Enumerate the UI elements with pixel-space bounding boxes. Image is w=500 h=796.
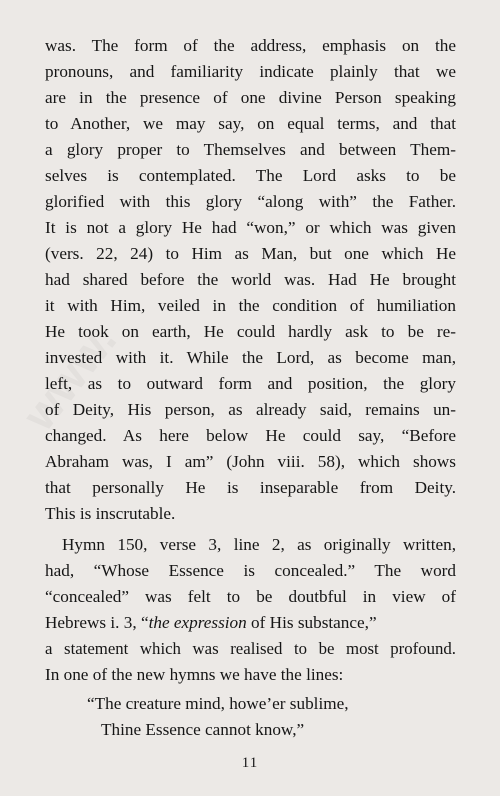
text-line: glorified with this glory “along with” the Father. (45, 192, 456, 211)
text-line: (vers. 22, 24) to Him as Man, but one which He (45, 244, 456, 263)
text-line: are in the presence of one divine Person speaking (45, 88, 456, 107)
verse-line: Thine Essence cannot know,” (101, 720, 305, 739)
text-line-hebrews (45, 610, 456, 636)
text-line: left, as to outward form and position, the glory (45, 374, 456, 393)
text-line: changed. As here below He could say, “Before (45, 426, 456, 445)
text-line: it with Him, veiled in the condition of humiliation (45, 296, 456, 315)
text-line: In one of the new hymns we have the lines: (45, 665, 344, 684)
italic-phrase: the expression (148, 613, 247, 632)
text-line: of Deity, His person, as already said, remains un- (45, 400, 456, 419)
text-line: had, “Whose Essence is concealed.” The word (45, 561, 456, 580)
verse-line: “The creature mind, howe’er sublime, (87, 694, 349, 713)
text-line: “concealed” was felt to be doutbful in view of (45, 587, 456, 606)
text-line: selves is contemplated. The Lord asks to be (45, 166, 456, 185)
text-line: This is inscrutable. (45, 504, 176, 523)
text-line: a statement which was realised to be most profound. (45, 639, 456, 658)
text-line: Abraham was, I am” (John viii. 58), which shows (45, 452, 456, 471)
text-line: a glory proper to Themselves and between Them- (45, 140, 456, 159)
text-line: had shared before the world was. Had He brought (45, 270, 456, 289)
watermark: www. (12, 314, 127, 440)
page-number: 11 (241, 755, 259, 771)
text-line: pronouns, and familiarity indicate plainly that we (45, 62, 456, 81)
text-span: Hebrews i. 3, “ (45, 613, 149, 632)
text-line: that personally He is inseparable from Deity. (45, 478, 456, 497)
text-line: It is not a glory He had “won,” or which was given (45, 218, 456, 237)
text-line: invested with it. While the Lord, as become man, (45, 348, 456, 367)
text-line: He took on earth, He could hardly ask to be re- (45, 322, 456, 341)
paragraph-first-line: Hymn 150, verse 3, line 2, as originally written, (62, 535, 456, 554)
text-line: was. The form of the address, emphasis on the (45, 36, 456, 55)
text-line: to Another, we may say, on equal terms, and that (45, 114, 456, 133)
text-span: of His substance,” (246, 613, 377, 632)
